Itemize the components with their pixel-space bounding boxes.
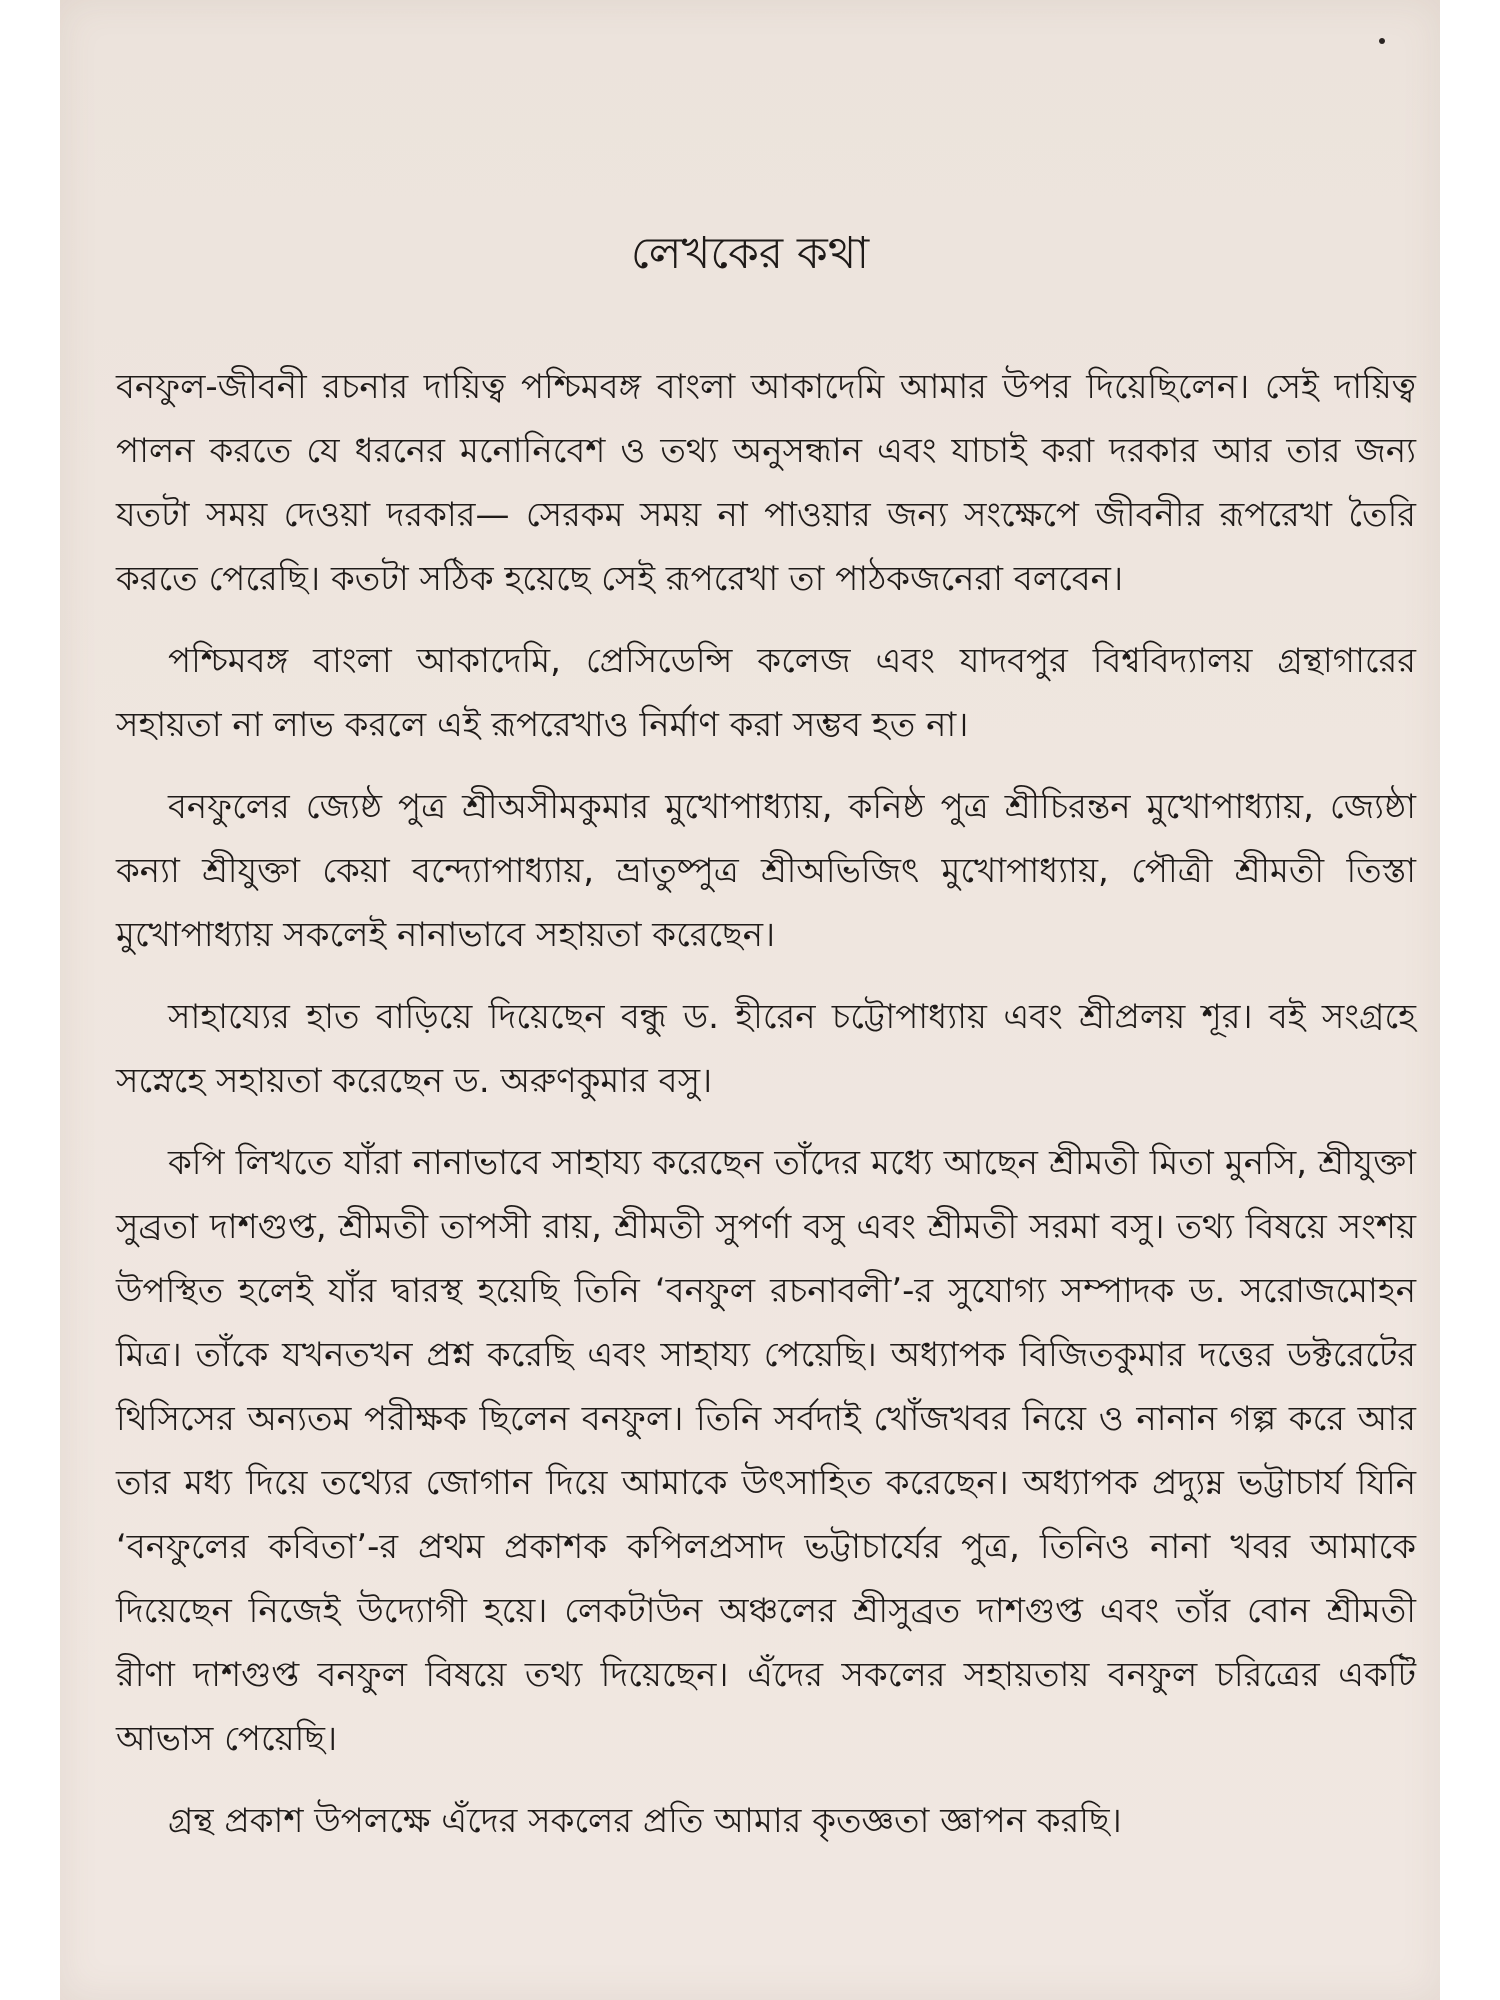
- page-speck: [1379, 38, 1385, 44]
- paragraph-intro: বনফুল-জীবনী রচনার দায়িত্ব পশ্চিমবঙ্গ বাংলা আকাদেমি আমার উপর দিয়েছিলেন। সেই দায়িত্ব পালন করতে যে ধরনের মনোনিবেশ ও তথ্য অনুসন্ধান এবং যাচাই করা দরকার আর তার জন্য যতটা সময় দেওয়া দরকার— সেরকম সময় না পাওয়ার জন্য সংক্ষেপে জীবনীর রূপরেখা তৈরি করতে পেরেছি। কতটা সঠিক হয়েছে সেই রূপরেখা তা পাঠকজনেরা বলবেন।: [116, 367, 1416, 599]
- paragraph-friends: সাহায্যের হাত বাড়িয়ে দিয়েছেন বন্ধু ড. হীরেন চট্টোপাধ্যায় এবং শ্রীপ্রলয় শূর। বই সংগ্রহে সস্নেহে সহায়তা করেছেন ড. অরুণকুমার বসু।: [116, 997, 1416, 1101]
- book-page: [60, 0, 1440, 2000]
- paragraph-libraries: পশ্চিমবঙ্গ বাংলা আকাদেমি, প্রেসিডেন্সি কলেজ এবং যাদবপুর বিশ্ববিদ্যালয় গ্রন্থাগারের সহায়তা না লাভ করলে এই রূপরেখাও নির্মাণ করা সম্ভব হত না।: [116, 641, 1416, 745]
- page-title: লেখকের কথা: [630, 228, 870, 279]
- body-text: [116, 355, 1416, 1871]
- paragraph-contributors: কপি লিখতে যাঁরা নানাভাবে সাহায্য করেছেন তাঁদের মধ্যে আছেন শ্রীমতী মিতা মুনসি, শ্রীযুক্তা সুব্রতা দাশগুপ্ত, শ্রীমতী তাপসী রায়, শ্রীমতী সুপর্ণা বসু এবং শ্রীমতী সরমা বসু। তথ্য বিষয়ে সংশয় উপস্থিত হলেই যাঁর দ্বারস্থ হয়েছি তিনি ‘বনফুল রচনাবলী’-র সুযোগ্য সম্পাদক ড. সরোজমোহন মিত্র। তাঁকে যখনতখন প্রশ্ন করেছি এবং সাহায্য পেয়েছি। অধ্যাপক বিজিতকুমার দত্তের ডক্টরেটের থিসিসের অন্যতম পরীক্ষক ছিলেন বনফুল। তিনি সর্বদাই খোঁজখবর নিয়ে ও নানান গল্প করে আর তার মধ্য দিয়ে তথ্যের জোগান দিয়ে আমাকে উৎসাহিত করেছেন। অধ্যাপক প্রদ্যুম্ন ভট্টাচার্য যিনি ‘বনফুলের কবিতা’-র প্রথম প্রকাশক কপিলপ্রসাদ ভট্টাচার্যের পুত্র, তিনিও নানা খবর আমাকে দিয়েছেন নিজেই উদ্যোগী হয়ে। লেকটাউন অঞ্চলের শ্রীসুব্রত দাশগুপ্ত এবং তাঁর বোন শ্রীমতী রীণা দাশগুপ্ত বনফুল বিষয়ে তথ্য দিয়েছেন। এঁদের সকলের সহায়তায় বনফুল চরিত্রের একটি আভাস পেয়েছি।: [116, 1143, 1416, 1759]
- paragraph-family: বনফুলের জ্যেষ্ঠ পুত্র শ্রীঅসীমকুমার মুখোপাধ্যায়, কনিষ্ঠ পুত্র শ্রীচিরন্তন মুখোপাধ্যায়, জ্যেষ্ঠা কন্যা শ্রীযুক্তা কেয়া বন্দ্যোপাধ্যায়, ভ্রাতুষ্পুত্র শ্রীঅভিজিৎ মুখোপাধ্যায়, পৌত্রী শ্রীমতী তিস্তা মুখোপাধ্যায় সকলেই নানাভাবে সহায়তা করেছেন।: [116, 787, 1416, 955]
- paragraph-gratitude: গ্রন্থ প্রকাশ উপলক্ষে এঁদের সকলের প্রতি আমার কৃতজ্ঞতা জ্ঞাপন করছি।: [168, 1801, 1122, 1841]
